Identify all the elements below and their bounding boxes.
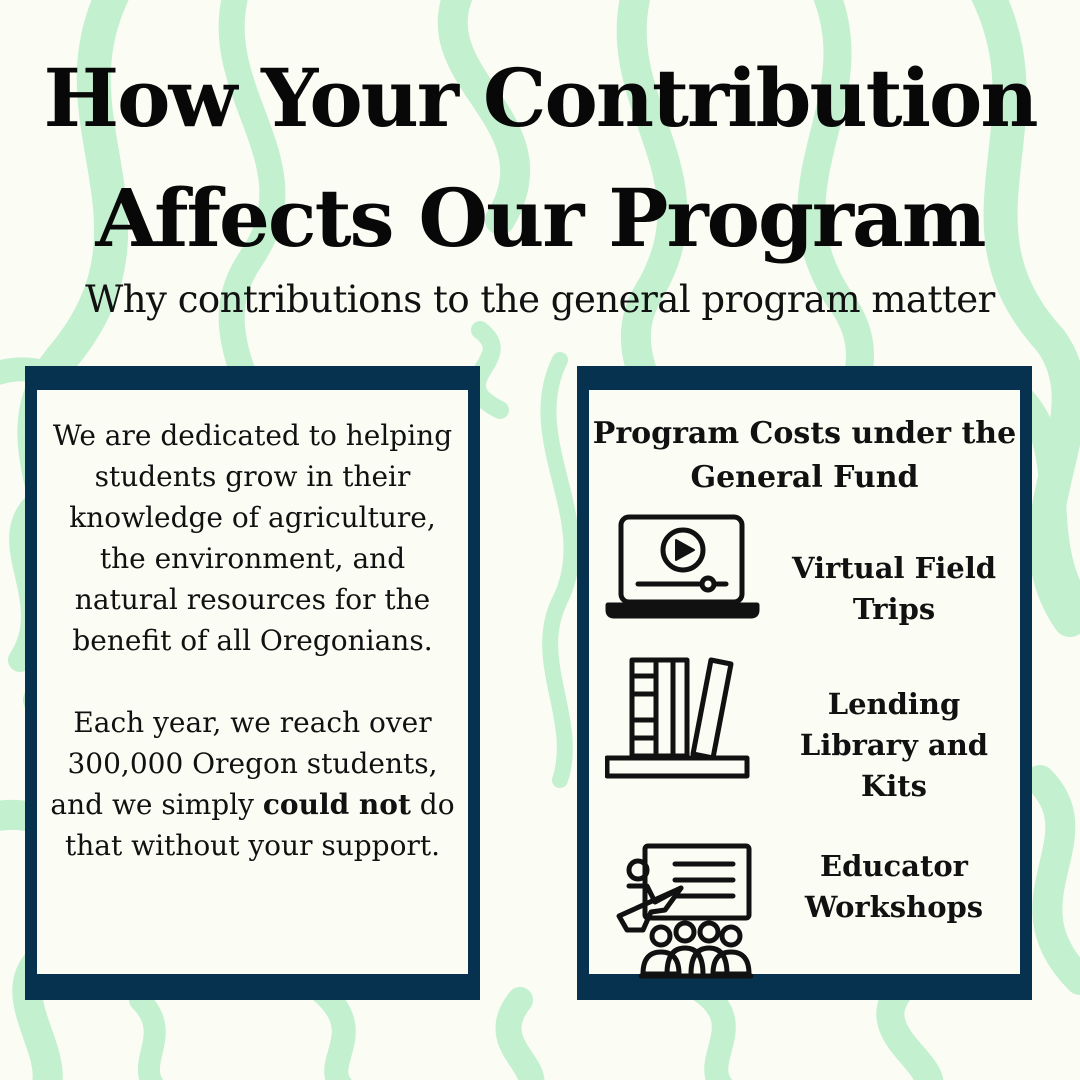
item-label-lending-library: Lending Library and Kits xyxy=(799,687,989,803)
mission-paragraph-2-bold: could not xyxy=(262,788,411,821)
item-label-educator-workshops: Educator Workshops xyxy=(804,849,984,924)
page-title-line-2: Affects Our Program xyxy=(95,171,985,265)
mission-paragraph-2-end: do that without your support. xyxy=(64,788,455,862)
item-label-virtual-field-trips: Virtual Field Trips xyxy=(791,551,997,626)
mission-paragraph-1: We are dedicated to helping students grow in their knowledge of agriculture, the environment, and natural resources for the benefit of all Oregonians. xyxy=(52,419,453,657)
mission-paragraph-2 xyxy=(47,702,458,866)
page-title-line-1: How Your Contribution xyxy=(43,51,1037,145)
program-costs-panel xyxy=(577,366,1032,1000)
mission-paragraph-2-start: Each year, we reach over 300,000 Oregon students, and we simply xyxy=(50,706,438,821)
program-costs-panel-body xyxy=(589,390,1020,974)
books-shelf-icon xyxy=(605,654,755,782)
teacher-presentation-icon xyxy=(605,842,755,980)
mission-panel xyxy=(25,366,480,1000)
mission-text xyxy=(47,415,458,866)
program-costs-heading: Program Costs under the General Fund xyxy=(592,416,1017,495)
laptop-video-icon xyxy=(605,512,760,620)
page-subtitle: Why contributions to the general program matter xyxy=(85,278,995,321)
mission-panel-body xyxy=(37,390,468,974)
